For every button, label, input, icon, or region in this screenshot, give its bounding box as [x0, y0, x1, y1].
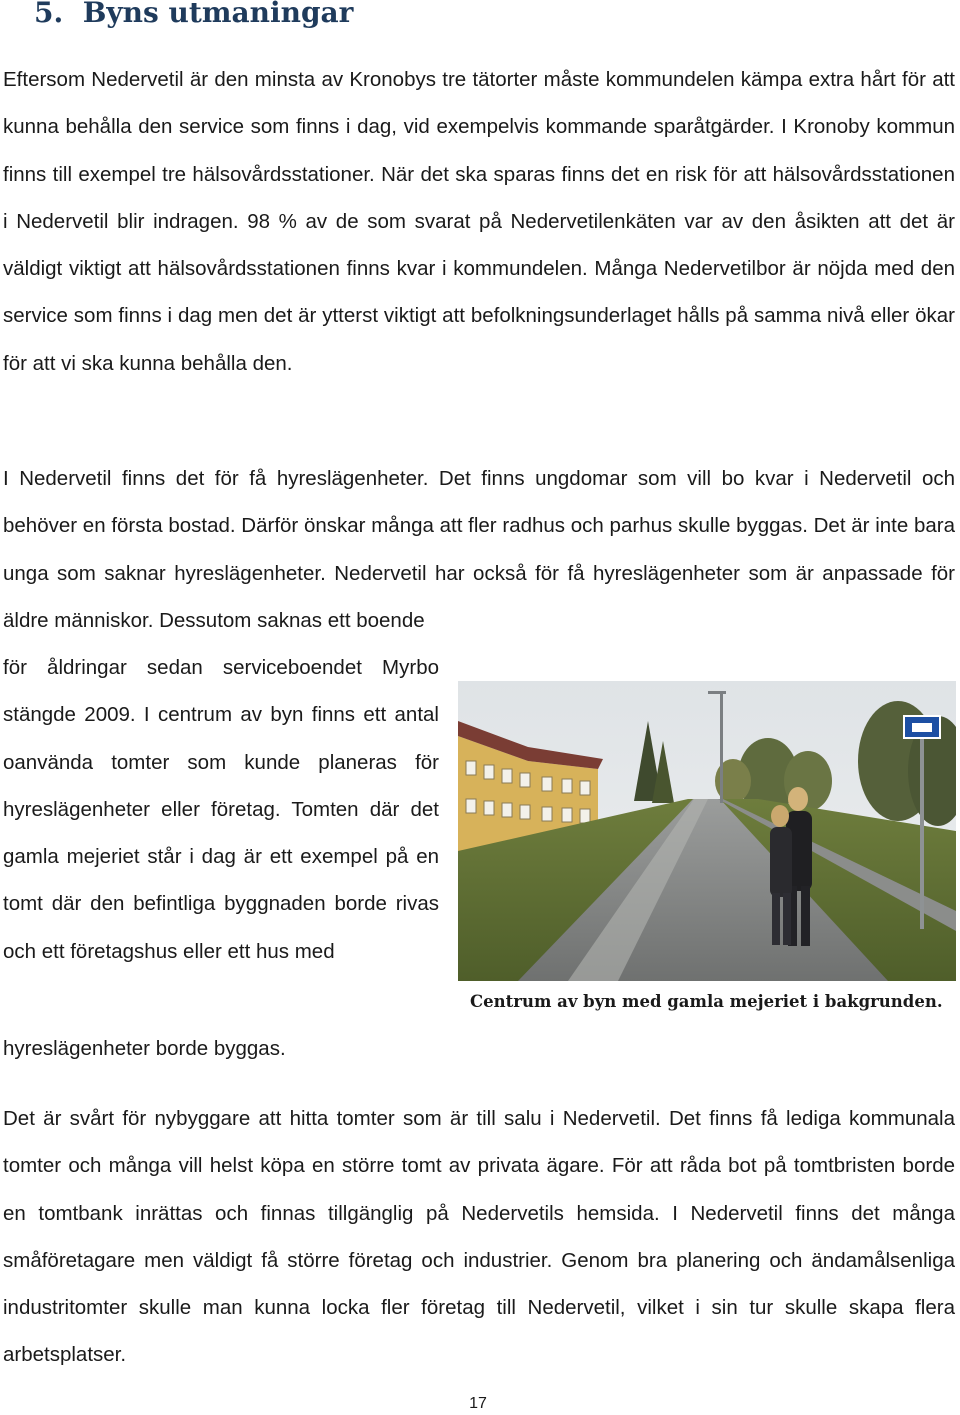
bus-stop-pole: [920, 729, 924, 929]
paragraph-plots-last-line: hyreslägenheter borde byggas.: [3, 1037, 286, 1060]
section-heading: 5. Byns utmaningar: [34, 0, 354, 29]
paragraph-plots: [3, 644, 439, 975]
paragraph-services: Eftersom Nedervetil är den minsta av Kronobys tre tätorter måste kommundelen kämpa extra hårt för att kunna behålla den service som finns i dag, vid exempelvis kommande sparåtgärder. I Kronoby kommun finns till exempel tre hälsovårdsstationer. När det ska sparas finns det en risk för att hälsovårdsstationen i Nedervetil blir indragen. 98 % av de som svarat på Nedervetilenkäten var av den åsikten att det är väldigt viktigt att hälsovårdsstationen finns kvar i kommundelen. Många Nedervetilbor är nöjda med den service som finns i dag men det är ytterst viktigt att befolkningsunderlaget hålls på samma nivå eller ökar för att vi ska kunna behålla den.: [3, 68, 955, 375]
paragraph-plots-body: för åldringar sedan serviceboendet Myrbo stängde 2009. I centrum av byn finns ett antal oanvända tomter som kunde planeras för hyreslägenheter eller företag. Tomten där det gamla mejeriet står i dag är ett exempel på en tomt där den befintliga byggnaden borde rivas och ett företagshus eller ett hus med: [3, 656, 439, 963]
village-centre-photo: [458, 681, 956, 981]
paragraph-housing: I Nedervetil finns det för få hyreslägenheter. Det finns ungdomar som vill bo kvar i Nedervetil och behöver en första bostad. Därför önskar många att fler radhus och parhus skulle byggas. Det är inte bara unga som saknar hyreslägenheter. Nedervetil har också för få hyreslägenheter som är anpassade för äldre människor. Dessutom saknas ett boende: [3, 467, 955, 632]
page-number: 17: [469, 1395, 487, 1412]
paragraph-building-plots: Det är svårt för nybyggare att hitta tomter som är till salu i Nedervetil. Det finns få lediga kommunala tomter och många vill helst köpa en större tomt av privata ägare. För att råda bot på tomtbristen borde en tomtbank inrättas och finnas tillgänglig på Nedervetils hemsida. I Nedervetil finns det många småföretagare men väldigt få större företag och industrier. Genom bra planering och ändamålsenliga industritomter skulle man kunna locka fler företag till Nedervetil, vilket i sin tur skulle skapa flera arbetsplatser.: [3, 1107, 955, 1367]
photo-caption: Centrum av byn med gamla mejeriet i bakgrunden.: [470, 992, 943, 1011]
lamp-post: [720, 693, 723, 803]
